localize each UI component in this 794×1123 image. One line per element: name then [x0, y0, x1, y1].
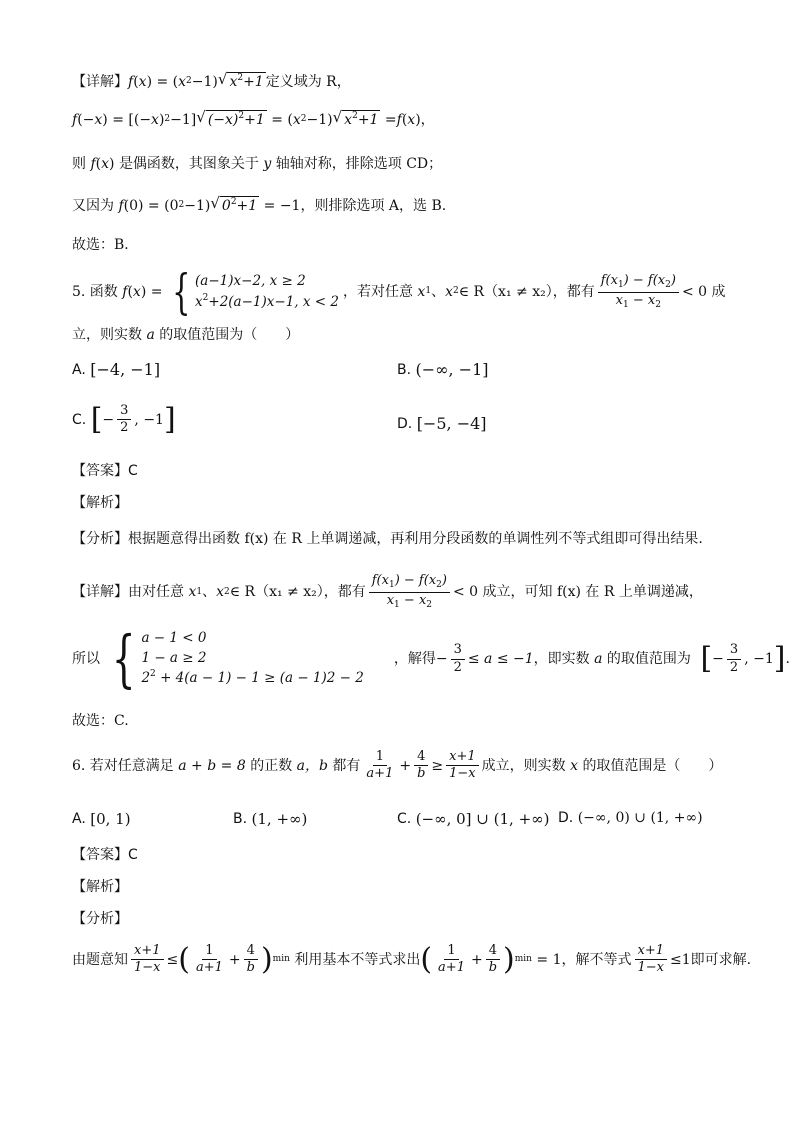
q5-inequality-system: { a − 1 < 0 1 − a ≥ 2 $2^2 + 4(a - 1) - 1 \ge (a - 1)2 - 2$: [111, 622, 364, 695]
q5-answer: 【答案】C: [72, 463, 138, 479]
q4-choice: 故选：B．: [72, 237, 139, 253]
q6-answer: 【答案】C: [72, 847, 138, 863]
q4-detail-line2: f (− x ) = [(− x ) 2 −1] √ $(-x)^2+1$ = ( x 2 −1) √ $x^2+1$ = f ( x )，: [72, 108, 435, 128]
q6-analysis-body: 由题意知 $\frac{x+1}{1-x}$ ≤ ( $\frac{1}{a+1}$ + $\frac{4}{b}$ ) min 利用基本不等式求出 ( $\frac{1}{a+1}$ + $\frac{4}{b}$ ) min = 1，解不等式 $\frac{x+1}{1-x}$ ≤1 即可求解.: [72, 941, 752, 977]
q6-stem: 6. 若对任意满足 a + b = 8 的正数 a，b 都有 $\frac{1}{a+1}$ + $\frac{4}{b}$ ≥ $\frac{x+1}{1-x}$ 成立，则实数 x 的取值范围是（ ）: [72, 749, 723, 782]
q6-analysis-head: 【分析】: [72, 911, 128, 927]
q6-option-c[interactable]: C. (−∞, 0] ∪ (1, +∞): [397, 810, 550, 828]
q6-analysis-tag: 【解析】: [72, 879, 128, 895]
q5-option-b[interactable]: B. (−∞, −1]: [397, 360, 489, 379]
q6-option-a[interactable]: A. [0, 1): [72, 810, 131, 828]
q5-choice: 故选：C.: [72, 713, 129, 729]
q4-detail-line3: 则 f ( x ) 是偶函数，其图象关于 y 轴轴对称，排除选项 CD；: [72, 156, 443, 172]
q5-analysis: 【分析】根据题意得出函数 f(x) 在 R 上单调递减，再利用分段函数的单调性列不等式组即可得出结果.: [72, 531, 703, 547]
q5-stem-line1: 5. 函数 f ( x ) = { (a−1)x−2, x ≥ 2 $x^2+2(a-1)x-1$, x < 2 ，若对任意 x 1 、 x 2 ∈ R （x₁ ≠ x₂），都有 $\frac{f(x_1) - f(x_2)}{x_1 - x_2}$ < 0 成: [72, 264, 726, 320]
q5-detail-line2: 所以 { a − 1 < 0 1 − a ≥ 2 $2^2 + 4(a - 1) - 1 \ge (a - 1)2 - 2$ ，解得 − $\frac{3}{2}$ ≤ a ≤ −1 ，即实数 a 的取值范围为 [ − $\frac{3}{2}$ , −1 ] .: [72, 622, 790, 695]
q5-diff-quotient: $\frac{f(x_1) - f(x_2)}{x_1 - x_2}$: [598, 274, 679, 311]
q5-piecewise: { (a−1)x−2, x ≥ 2 $x^2+2(a-1)x-1$, x < 2: [172, 264, 339, 320]
q5-stem-line2: 立，则实数 a 的取值范围为（ ）: [72, 327, 300, 343]
q5-option-d[interactable]: D. [−5, −4]: [397, 414, 487, 433]
q4-detail-line1: 【详解】 f ( x ) = ( x 2 −1) √ $x^2+1$ 定义域为 R，: [72, 70, 351, 90]
q5-option-c[interactable]: C. [ − $\frac{3}{2}$ , −1 ]: [72, 401, 176, 437]
q6-option-b[interactable]: B. (1, +∞): [233, 810, 308, 828]
q4-detail-line4: 又因为 f (0) = (0 2 −1) √ $0^2+1$ = −1 ，则排除选项 A，选 B.: [72, 194, 447, 214]
q5-analysis-tag: 【解析】: [72, 495, 128, 511]
q5-option-a[interactable]: A. [−4, −1]: [72, 360, 161, 379]
q5-detail-line1: 【详解】由对任意 x 1 、 x 2 ∈ R （x₁ ≠ x₂），都有 $\frac{f(x_1) - f(x_2)}{x_1 - x_2}$ < 0 成立，可知 f(x) 在 R 上单调递减，: [72, 573, 703, 610]
q6-option-d[interactable]: D. (−∞, 0) ∪ (1, +∞): [558, 810, 703, 826]
